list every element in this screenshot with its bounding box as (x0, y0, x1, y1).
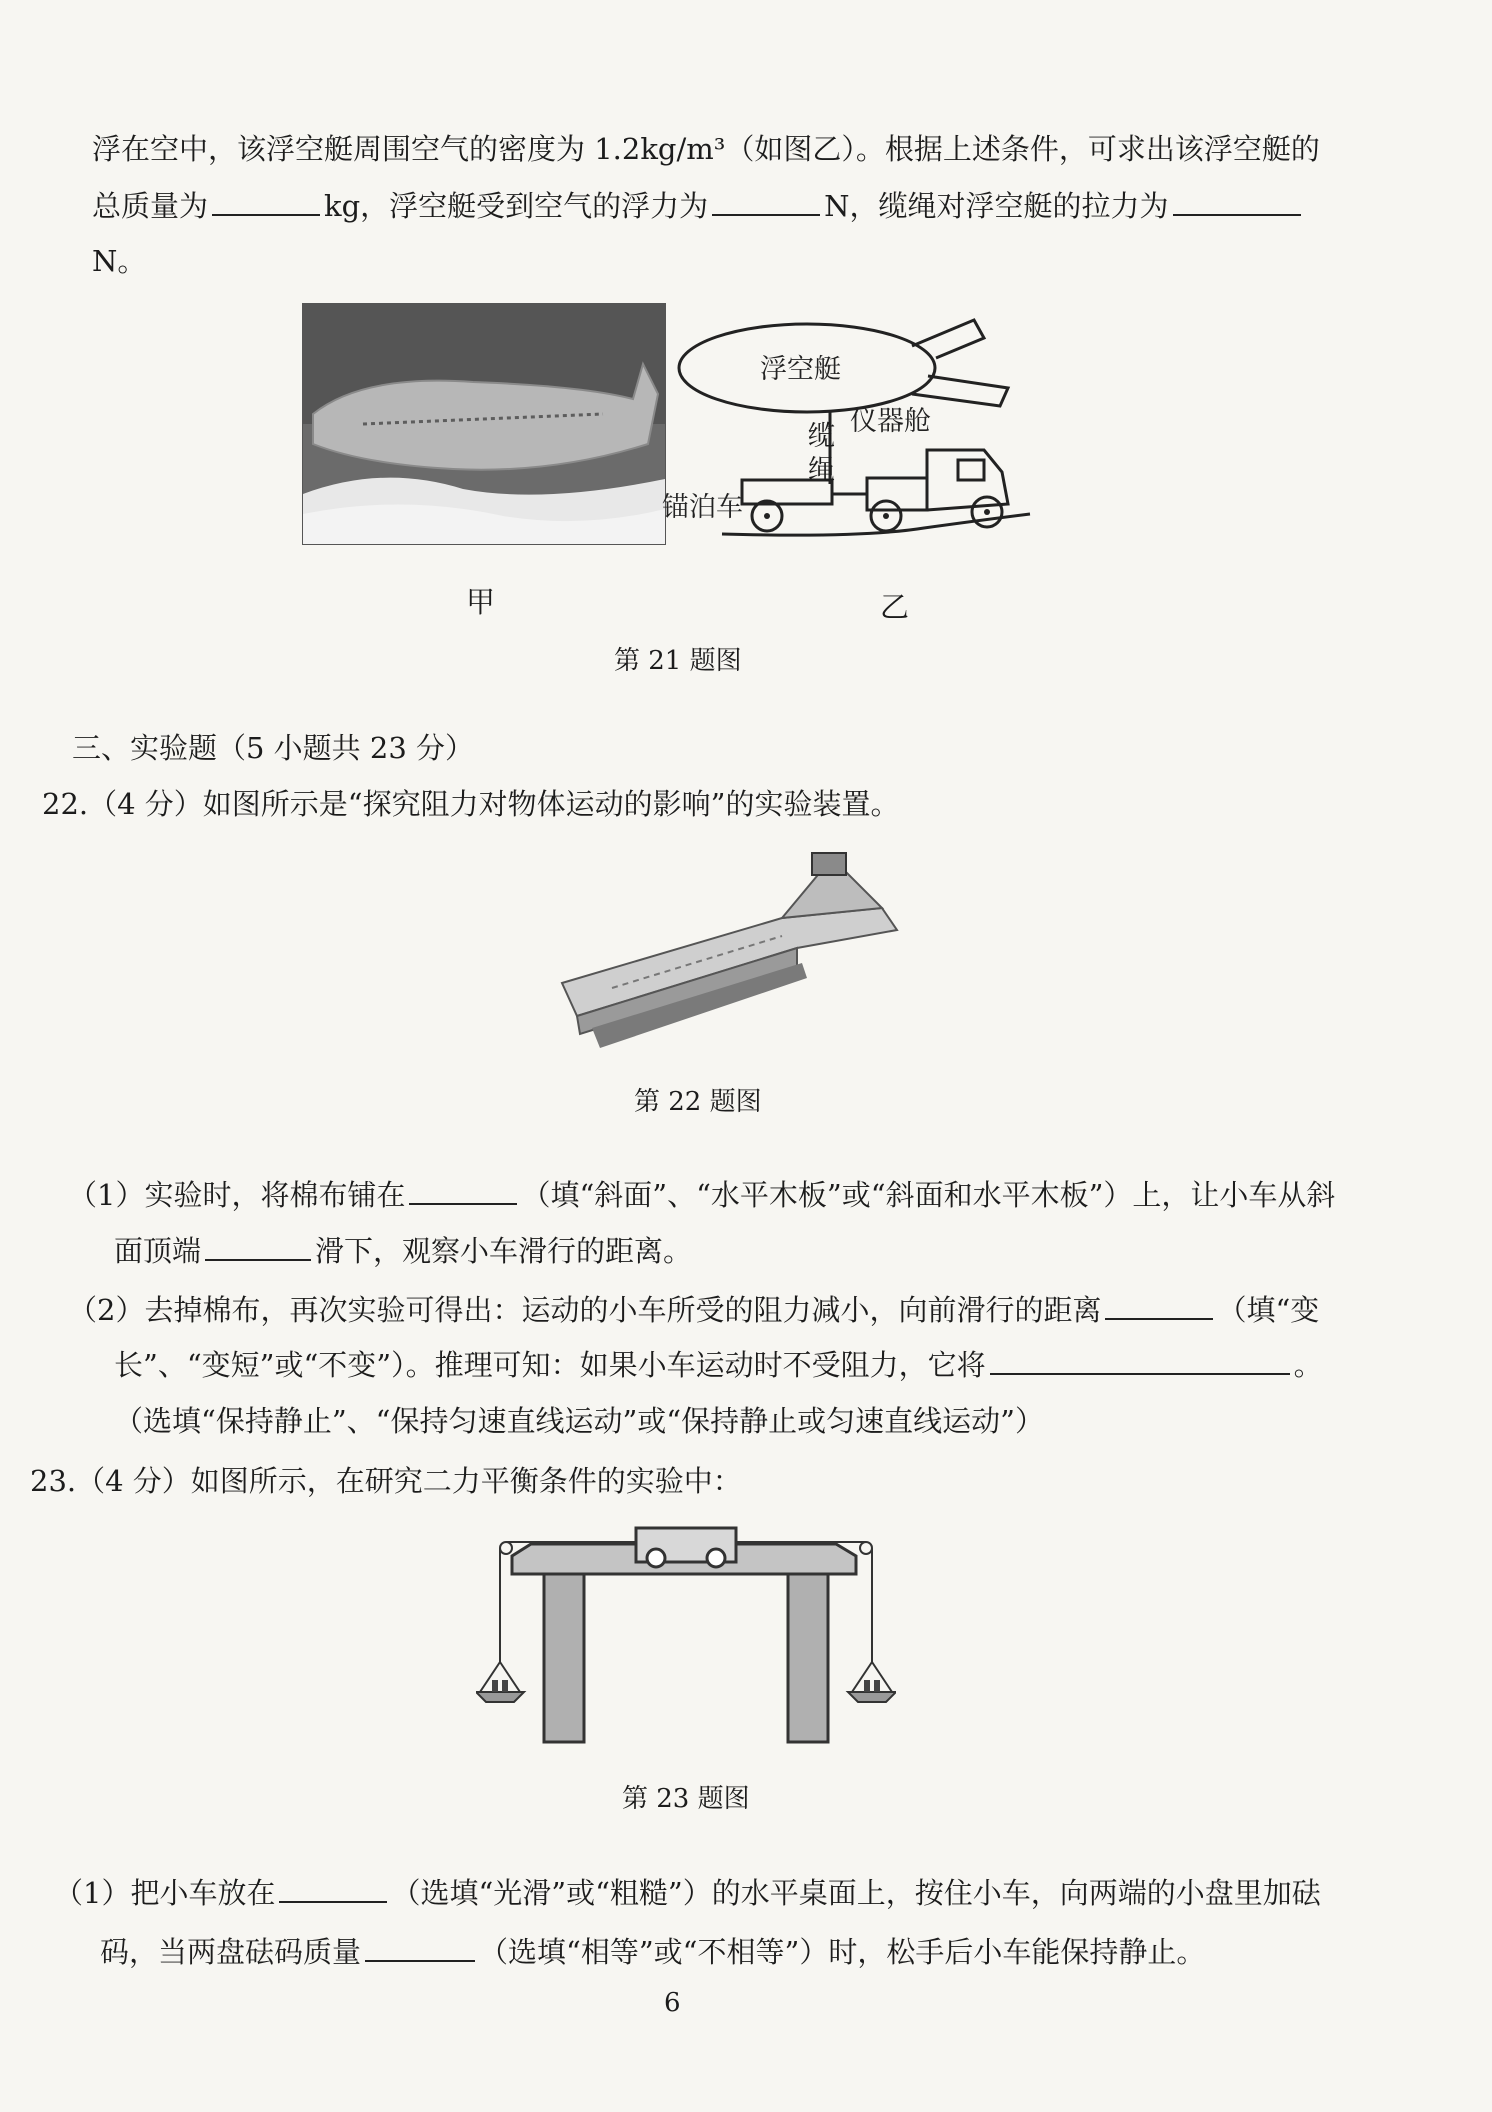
weight-right (864, 1680, 870, 1692)
fig22-caption: 第 22 题图 (634, 1087, 762, 1117)
answer-blank[interactable] (1173, 213, 1301, 216)
q22-p2-line1 (68, 1293, 1319, 1328)
label-car: 锚泊车 (662, 492, 743, 523)
tail-fin-top (912, 320, 984, 358)
table-leg-right (788, 1574, 828, 1742)
answer-blank[interactable] (712, 213, 820, 216)
q22-p2-a: （2）去掉棉布，再次实验可得出：运动的小车所受的阻力减小，向前滑行的距离 (68, 1293, 1102, 1327)
table-leg-left (544, 1574, 584, 1742)
answer-blank[interactable] (990, 1372, 1290, 1375)
fig21-caption: 第 21 题图 (614, 646, 742, 676)
cart-wheel-right (707, 1549, 725, 1567)
answer-blank[interactable] (279, 1900, 387, 1903)
q22-p2-d: 。 (1293, 1348, 1323, 1382)
q21-line3: N。 (92, 244, 147, 278)
pan-right (848, 1692, 896, 1702)
label-rope: 缆绳 (808, 421, 835, 486)
fig21-label-yi: 乙 (880, 590, 910, 624)
q21-line2 (92, 189, 1305, 224)
q22-p1-a: （1）实验时，将棉布铺在 (68, 1178, 406, 1212)
q22-p1-line2 (114, 1234, 692, 1269)
fig23-caption: 第 23 题图 (622, 1784, 750, 1814)
q23-p1-line2 (100, 1935, 1205, 1970)
q22-p2-b: （填“变 (1217, 1293, 1320, 1327)
q23-p1-d: （选填“相等”或“不相等”）时，松手后小车能保持静止。 (479, 1935, 1206, 1969)
section-title: 三、实验题（5 小题共 23 分） (72, 731, 475, 765)
page-number: 6 (664, 1988, 681, 2018)
answer-blank[interactable] (1105, 1317, 1213, 1320)
q22-p1-d: 滑下，观察小车滑行的距离。 (315, 1234, 693, 1268)
label-cabin: 仪器舱 (850, 406, 931, 437)
airship-diagram (662, 306, 1032, 566)
q21-line2-c: N，缆绳对浮空艇的拉力为 (824, 189, 1169, 223)
answer-blank[interactable] (365, 1959, 475, 1962)
toy-car (812, 853, 846, 875)
balance-apparatus (476, 1522, 896, 1752)
ramp-apparatus (552, 838, 902, 1058)
answer-blank[interactable] (212, 213, 320, 216)
q22-stem: 22.（4 分）如图所示是“探究阻力对物体运动的影响”的实验装置。 (42, 787, 900, 821)
truck-window (958, 460, 984, 480)
q21-line1: 浮在空中，该浮空艇周围空气的密度为 1.2kg/m³（如图乙）。根据上述条件，可求出该浮空艇的 (92, 132, 1320, 166)
q21-line2-a: 总质量为 (92, 189, 209, 223)
q23-p1-b: （选填“光滑”或“粗糙”）的水平桌面上，按住小车，向两端的小盘里加砝 (391, 1876, 1321, 1910)
q23-p1-c: 码，当两盘砝码质量 (100, 1935, 362, 1969)
q22-p2-c: 长”、“变短”或“不变”）。推理可知：如果小车运动时不受阻力，它将 (114, 1348, 986, 1382)
answer-blank[interactable] (205, 1258, 311, 1261)
airship-photo-art (303, 304, 665, 544)
airship-photo (302, 303, 666, 545)
weight-left (492, 1680, 498, 1692)
fig21-label-jia: 甲 (466, 585, 496, 619)
cart-wheel-left (647, 1549, 665, 1567)
label-balloon: 浮空艇 (760, 354, 841, 385)
q22-p1-line1 (68, 1178, 1335, 1213)
q22-p2-line3: （选填“保持静止”、“保持匀速直线运动”或“保持静止或匀速直线运动”） (114, 1404, 1044, 1438)
q21-line2-b: kg，浮空艇受到空气的浮力为 (324, 189, 709, 223)
q22-p1-b: （填“斜面”、“水平木板”或“斜面和水平木板”）上，让小车从斜 (521, 1178, 1336, 1212)
q22-p2-line2 (114, 1348, 1323, 1383)
q23-p1-a: （1）把小车放在 (54, 1876, 276, 1910)
q23-stem: 23.（4 分）如图所示，在研究二力平衡条件的实验中： (30, 1464, 742, 1498)
pan-left (476, 1692, 524, 1702)
tail-fin-bottom (912, 376, 1008, 406)
q22-p1-c: 面顶端 (114, 1234, 202, 1268)
answer-blank[interactable] (409, 1202, 517, 1205)
pulley-right (860, 1542, 872, 1554)
q23-p1-line1 (54, 1876, 1321, 1911)
pulley-left (500, 1542, 512, 1554)
